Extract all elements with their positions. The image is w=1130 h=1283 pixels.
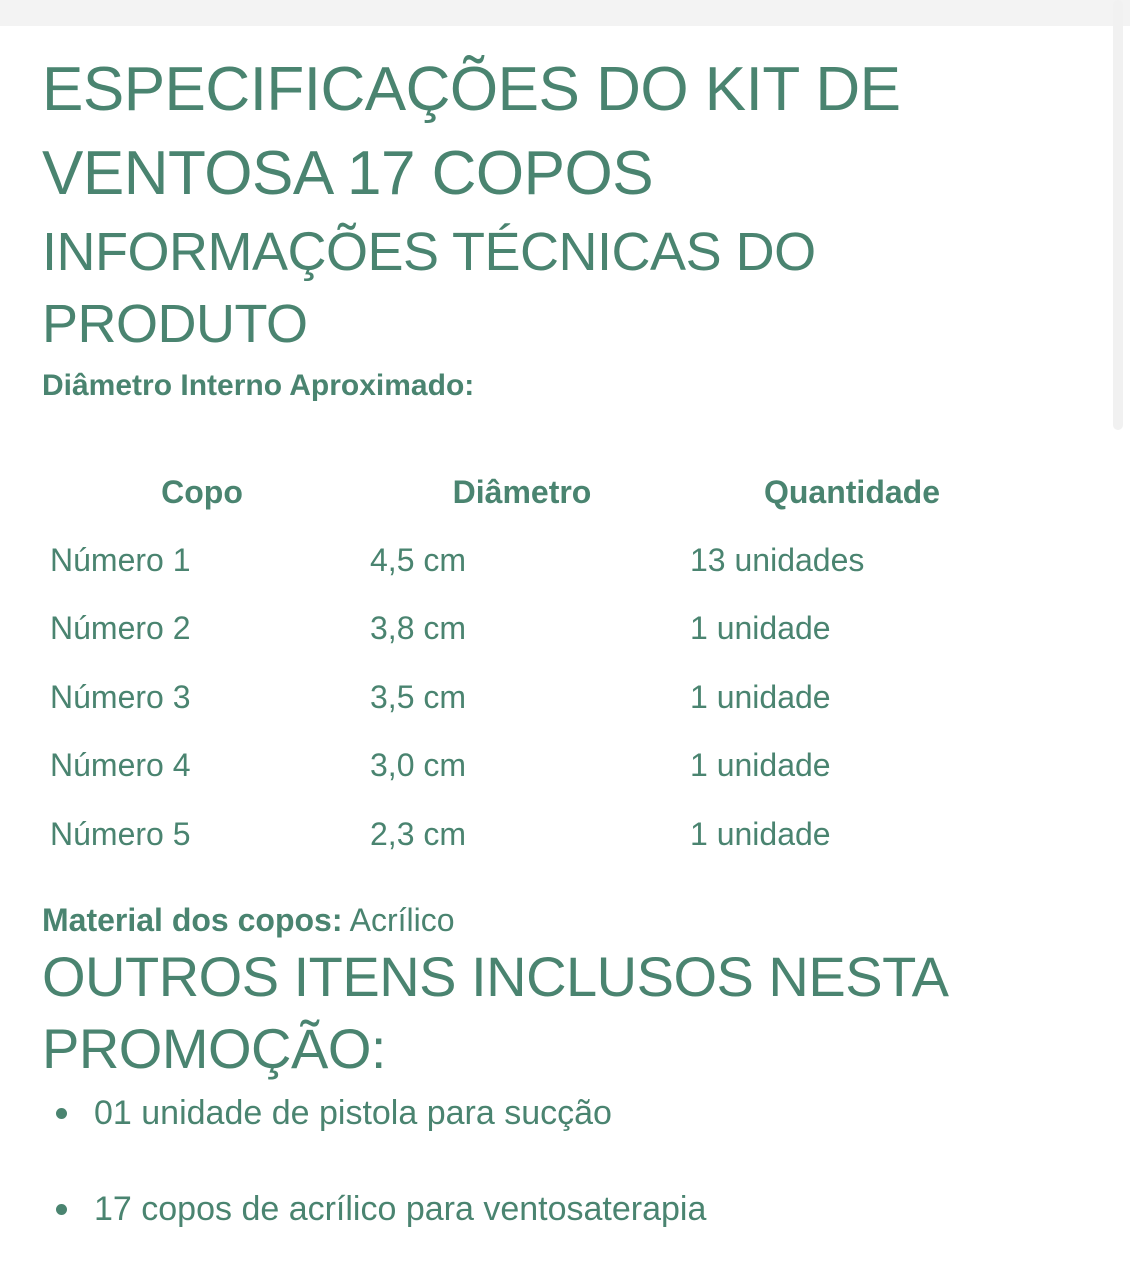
top-bar: [0, 0, 1130, 26]
material-label: Material dos copos:: [42, 901, 343, 938]
table-cell-diametro: 4,5 cm: [370, 541, 467, 578]
page-title: [42, 48, 1082, 216]
table-row: [42, 595, 1022, 664]
table-cell-quantidade: 13 unidades: [690, 541, 865, 578]
table-header-copo: Copo: [161, 473, 243, 510]
list-item-text: 17 copos de acrílico para ventosaterapia: [94, 1189, 707, 1228]
table-cell-copo: Número 5: [50, 815, 191, 852]
table-cell-quantidade: 1 unidade: [690, 678, 831, 715]
table-row: [42, 800, 1022, 869]
list-item: [42, 1187, 1082, 1231]
material-line: [42, 899, 1082, 941]
table-header-quantidade: Quantidade: [763, 473, 940, 510]
table-cell-copo: Número 3: [50, 678, 191, 715]
table-header-row: [42, 458, 1022, 526]
page-title-line-1: ESPECIFICAÇÕES DO KIT DE: [42, 55, 901, 124]
table-row: [42, 732, 1022, 801]
table-cell-diametro: 3,5 cm: [370, 678, 467, 715]
table-header-diametro: Diâmetro: [452, 473, 592, 510]
content: [42, 48, 1082, 1283]
table-cell-diametro: 3,0 cm: [370, 747, 467, 784]
other-items-title-line-2: PROMOÇÃO:: [42, 1016, 386, 1080]
bullet-icon: [56, 1204, 67, 1215]
table-cell-quantidade: 1 unidade: [690, 815, 831, 852]
section-title-line-2: PRODUTO: [42, 294, 308, 354]
table-row: [42, 526, 1022, 595]
bullet-icon: [56, 1108, 67, 1119]
page-title-line-2: VENTOSA 17 COPOS: [42, 139, 654, 208]
section-title-other-items: [42, 941, 1082, 1085]
list-item: [42, 1091, 1082, 1135]
diameter-heading: Diâmetro Interno Aproximado:: [42, 369, 475, 402]
table-cell-quantidade: 1 unidade: [690, 747, 831, 784]
material-value: Acrílico: [342, 901, 455, 938]
included-items-list: [42, 1091, 1082, 1231]
table-cell-copo: Número 2: [50, 610, 191, 647]
section-title-technical-info: [42, 216, 1082, 360]
table-cell-diametro: 3,8 cm: [370, 610, 467, 647]
table-cell-copo: Número 1: [50, 541, 191, 578]
section-title-line-1: INFORMAÇÕES TÉCNICAS DO: [42, 222, 816, 282]
table-cell-copo: Número 4: [50, 747, 191, 784]
list-item-text: 01 unidade de pistola para sucção: [94, 1093, 612, 1132]
scrollbar[interactable]: [1113, 0, 1123, 430]
other-items-title-line-1: OUTROS ITENS INCLUSOS NESTA: [42, 944, 949, 1008]
table-cell-diametro: 2,3 cm: [370, 815, 467, 852]
specs-table: [42, 458, 1022, 869]
table-row: [42, 663, 1022, 732]
table-cell-quantidade: 1 unidade: [690, 610, 831, 647]
